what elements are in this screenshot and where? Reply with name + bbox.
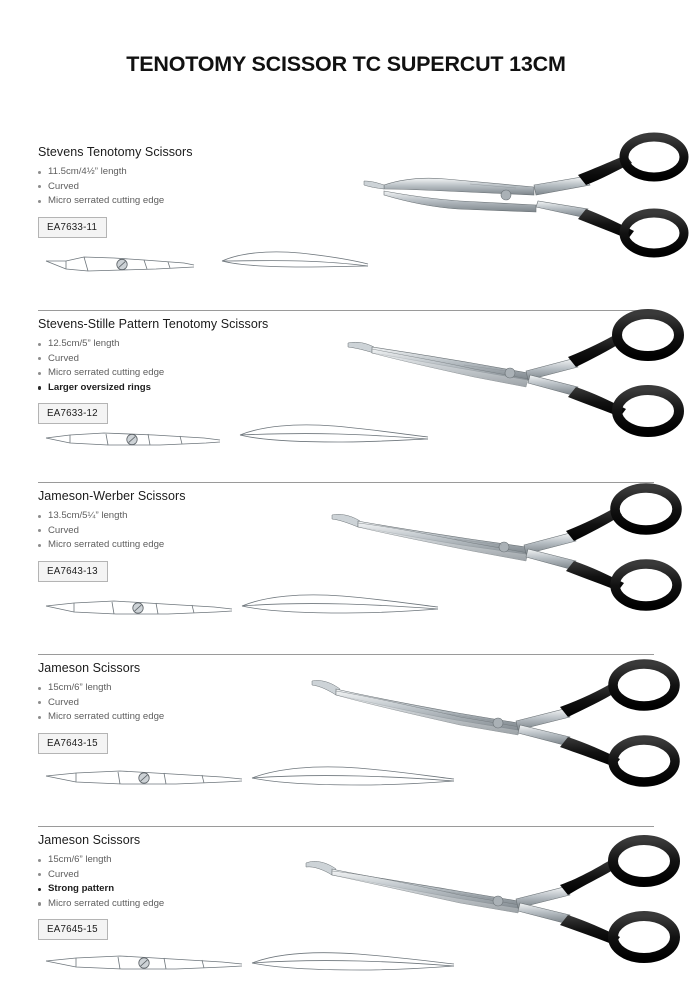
feature-item: Curved	[38, 524, 654, 539]
feature-item: Curved	[38, 868, 654, 883]
scissor-tip-outline-diagram	[44, 949, 244, 981]
product-code: EA7645-15	[38, 919, 108, 940]
product-features	[38, 681, 654, 725]
feature-item: Micro serrated cutting edge	[38, 710, 654, 725]
scissor-blade-profile-diagram	[238, 421, 430, 451]
product-code: EA7633-12	[38, 403, 108, 424]
feature-item: Curved	[38, 180, 654, 195]
product-title: Jameson-Werber Scissors	[38, 489, 186, 503]
feature-item: Curved	[38, 696, 654, 711]
scissor-tip-outline-diagram	[44, 763, 244, 797]
product-code: EA7633-11	[38, 217, 107, 238]
feature-item: 15cm/6” length	[38, 681, 654, 696]
product-row	[38, 483, 654, 655]
scissor-blade-profile-diagram	[220, 247, 370, 277]
product-features	[38, 337, 654, 395]
scissor-tip-outline-diagram	[44, 424, 222, 458]
product-title: Stevens-Stille Pattern Tenotomy Scissors	[38, 317, 269, 331]
product-features	[38, 509, 654, 553]
feature-item: Micro serrated cutting edge	[38, 897, 654, 912]
feature-item: Strong pattern	[38, 882, 654, 897]
product-row	[38, 827, 654, 999]
feature-item: 13.5cm/5¼” length	[38, 509, 654, 524]
scissor-blade-profile-diagram	[250, 949, 456, 977]
product-row	[38, 311, 654, 483]
feature-item: Micro serrated cutting edge	[38, 538, 654, 553]
feature-item: Micro serrated cutting edge	[38, 194, 654, 209]
product-row	[38, 655, 654, 827]
scissor-blade-profile-diagram	[250, 763, 456, 793]
feature-item: Micro serrated cutting edge	[38, 366, 654, 381]
product-title: Stevens Tenotomy Scissors	[38, 145, 193, 159]
product-code: EA7643-13	[38, 561, 108, 582]
product-title: Jameson Scissors	[38, 661, 141, 675]
feature-item: 12.5cm/5” length	[38, 337, 654, 352]
product-title: Jameson Scissors	[38, 833, 141, 847]
feature-item: Curved	[38, 352, 654, 367]
scissor-blade-profile-diagram	[240, 591, 440, 621]
feature-item: Larger oversized rings	[38, 381, 654, 396]
product-features	[38, 165, 654, 209]
scissor-tip-outline-diagram	[44, 249, 196, 283]
product-code: EA7643-15	[38, 733, 108, 754]
product-row	[38, 139, 654, 311]
product-features	[38, 853, 654, 911]
feature-item: 11.5cm/4½” length	[38, 165, 654, 180]
page-title: TENOTOMY SCISSOR TC SUPERCUT 13CM	[126, 52, 566, 76]
product-list	[0, 139, 692, 999]
feature-item: 15cm/6” length	[38, 853, 654, 868]
scissor-tip-outline-diagram	[44, 593, 234, 627]
